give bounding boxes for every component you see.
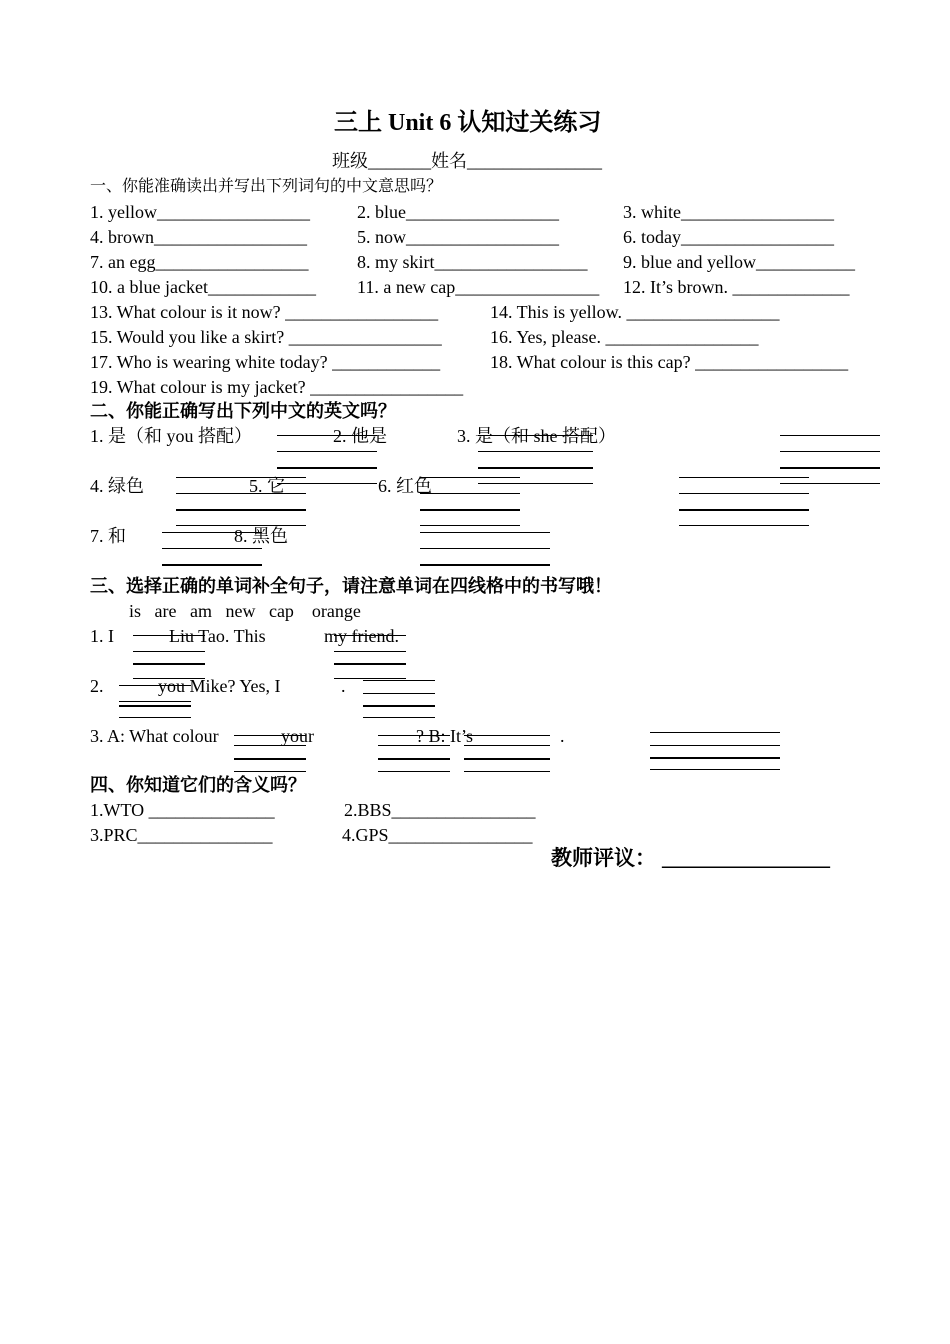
s3-q3-end: .: [560, 726, 565, 746]
s1-item-10[interactable]: 10. a blue jacket____________: [90, 277, 316, 297]
page-title: 三上 Unit 6 认知过关练习: [334, 110, 602, 136]
s1-item-15[interactable]: 15. Would you like a skirt? _________________: [90, 327, 442, 347]
teacher-comment-line[interactable]: ________________: [662, 846, 830, 870]
s1-item-11[interactable]: 11. a new cap________________: [357, 277, 600, 297]
class-name-line[interactable]: 班级_______姓名_______________: [332, 151, 602, 171]
s1-item-7[interactable]: 7. an egg_________________: [90, 252, 309, 272]
s1-item-17[interactable]: 17. Who is wearing white today? ____________: [90, 352, 441, 372]
s3-q1-number: 1. I: [90, 626, 114, 646]
s4-item-3[interactable]: 3.PRC_______________: [90, 825, 273, 845]
s1-item-12[interactable]: 12. It’s brown. _____________: [623, 277, 850, 297]
s2-item-1: 1. 是（和 you 搭配）: [90, 426, 252, 446]
s2-item-6: 6. 红色: [378, 476, 432, 496]
s1-item-6[interactable]: 6. today_________________: [623, 227, 834, 247]
teacher-comment-label: 教师评议：: [551, 846, 656, 870]
s1-item-13[interactable]: 13. What colour is it now? _________________: [90, 302, 439, 322]
s3-q2-end: .: [341, 676, 346, 696]
s2-item-3: 3. 是（和 she 搭配）: [457, 426, 616, 446]
s1-item-16[interactable]: 16. Yes, please. _________________: [490, 327, 759, 347]
s3-q1-end: my friend.: [324, 626, 399, 646]
section3-heading: 三、选择正确的单词补全句子，请注意单词在四线格中的书写哦！: [90, 576, 612, 596]
s1-item-9[interactable]: 9. blue and yellow___________: [623, 252, 855, 272]
s1-item-5[interactable]: 5. now_________________: [357, 227, 559, 247]
s1-item-4[interactable]: 4. brown_________________: [90, 227, 307, 247]
s4-item-4[interactable]: 4.GPS________________: [342, 825, 533, 845]
s2-item-4: 4. 绿色: [90, 476, 144, 496]
s3-q1-middle: Liu Tao. This: [169, 626, 266, 646]
s3-q3-middle: your: [281, 726, 314, 746]
s2-item-8: 8. 黑色: [234, 526, 288, 546]
section1-heading: 一、你能准确读出并写出下列词句的中文意思吗？: [90, 178, 443, 195]
s2-item-2: 2. 他是: [333, 426, 387, 446]
s1-item-19[interactable]: 19. What colour is my jacket? _________________: [90, 377, 464, 397]
s2-item-7: 7. 和: [90, 526, 126, 546]
s1-item-18[interactable]: 18. What colour is this cap? _________________: [490, 352, 849, 372]
s1-item-8[interactable]: 8. my skirt_________________: [357, 252, 588, 272]
s3-q2-middle: you Mike? Yes, I: [158, 676, 281, 696]
word-bank: is are am new cap orange: [129, 601, 361, 621]
section4-heading: 四、你知道它们的含义吗？: [90, 775, 306, 795]
s1-item-14[interactable]: 14. This is yellow. _________________: [490, 302, 780, 322]
s4-item-2[interactable]: 2.BBS________________: [344, 800, 536, 820]
s3-q3-start: 3. A: What colour: [90, 726, 219, 746]
section2-heading: 二、你能正确写出下列中文的英文吗？: [90, 401, 396, 421]
s3-q2-number: 2.: [90, 676, 104, 696]
s1-item-3[interactable]: 3. white_________________: [623, 202, 834, 222]
s4-item-1[interactable]: 1.WTO ______________: [90, 800, 275, 820]
s2-item-5: 5. 它: [249, 476, 285, 496]
s1-item-2[interactable]: 2. blue_________________: [357, 202, 559, 222]
s1-item-1[interactable]: 1. yellow_________________: [90, 202, 310, 222]
s3-q3-middle2: ? B: It’s: [416, 726, 473, 746]
